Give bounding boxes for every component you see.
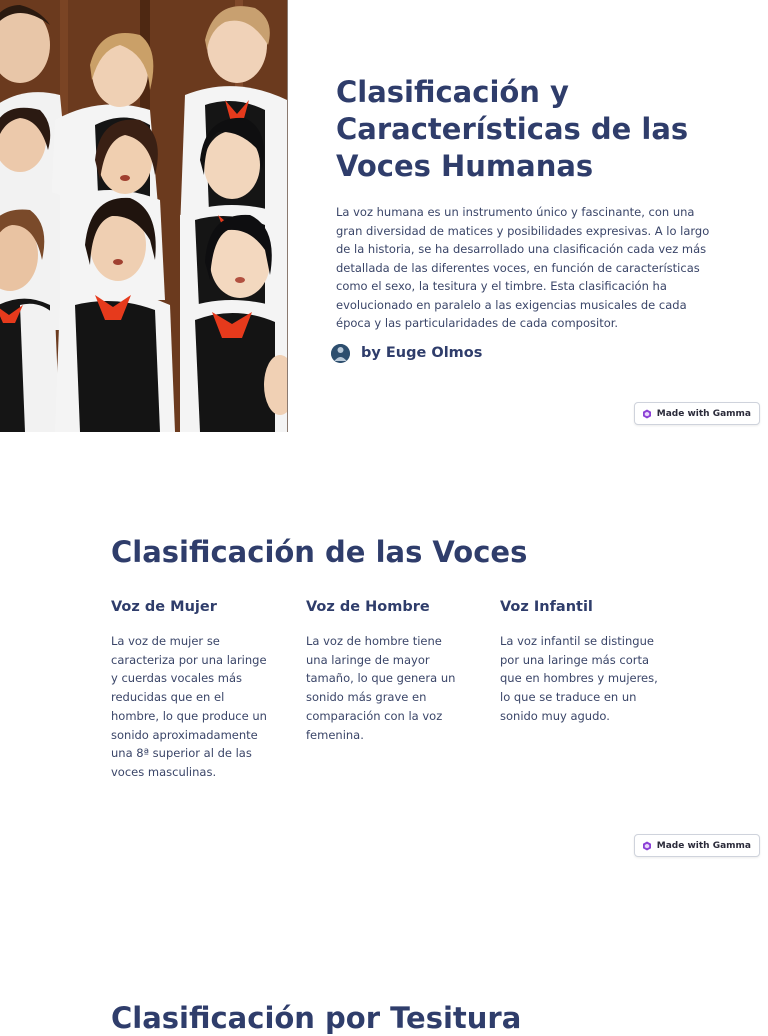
column-heading: Voz Infantil (500, 599, 593, 615)
column-heading: Voz de Mujer (111, 599, 217, 615)
section-title-tesitura: Clasificación por Tesitura (111, 1001, 522, 1035)
section-title-clasificacion: Clasificación de las Voces (111, 535, 528, 569)
gamma-logo-icon (642, 409, 652, 419)
avatar-icon (331, 344, 350, 363)
page-title: Clasificación y Características de las Voces Humanas (336, 75, 689, 183)
made-with-gamma-badge[interactable] (634, 834, 760, 857)
choir-photo (0, 0, 288, 432)
intro-paragraph: La voz humana es un instrumento único y fascinante, con una gran diversidad de matices y posibilidades expresivas. A lo largo de la historia, se ha desarrollado una clasificación cada vez más detallada de las diferentes voces, en función de características como el sexo, la tesitura y el timbre. Esta clasificación ha evolucionado en paralelo a las exigencias musicales de cada época y las particularidades de cada compositor. (336, 205, 710, 330)
author-byline (331, 341, 482, 365)
column-text: La voz de mujer se caracteriza por una laringe y cuerdas vocales más reducidas que en el hombre, lo que produce un sonido aproximadamente una 8ª superior al de las voces masculinas. (111, 634, 267, 779)
badge-label: Made with Gamma (656, 408, 751, 419)
gamma-logo-icon (642, 841, 652, 851)
column-text: La voz infantil se distingue por una laringe más corta que en hombres y mujeres, lo que se traduce en un sonido muy agudo. (500, 634, 658, 723)
column-voz-hombre (306, 597, 466, 744)
made-with-gamma-badge[interactable] (634, 402, 760, 425)
column-heading: Voz de Hombre (306, 599, 430, 615)
title-slide (0, 0, 768, 432)
column-voz-infantil (500, 597, 660, 726)
column-text: La voz de hombre tiene una laringe de mayor tamaño, lo que genera un sonido más grave en comparación con la voz femenina. (306, 634, 456, 742)
column-voz-mujer (111, 597, 271, 782)
badge-label: Made with Gamma (656, 840, 751, 851)
author-name: by Euge Olmos (361, 345, 483, 361)
